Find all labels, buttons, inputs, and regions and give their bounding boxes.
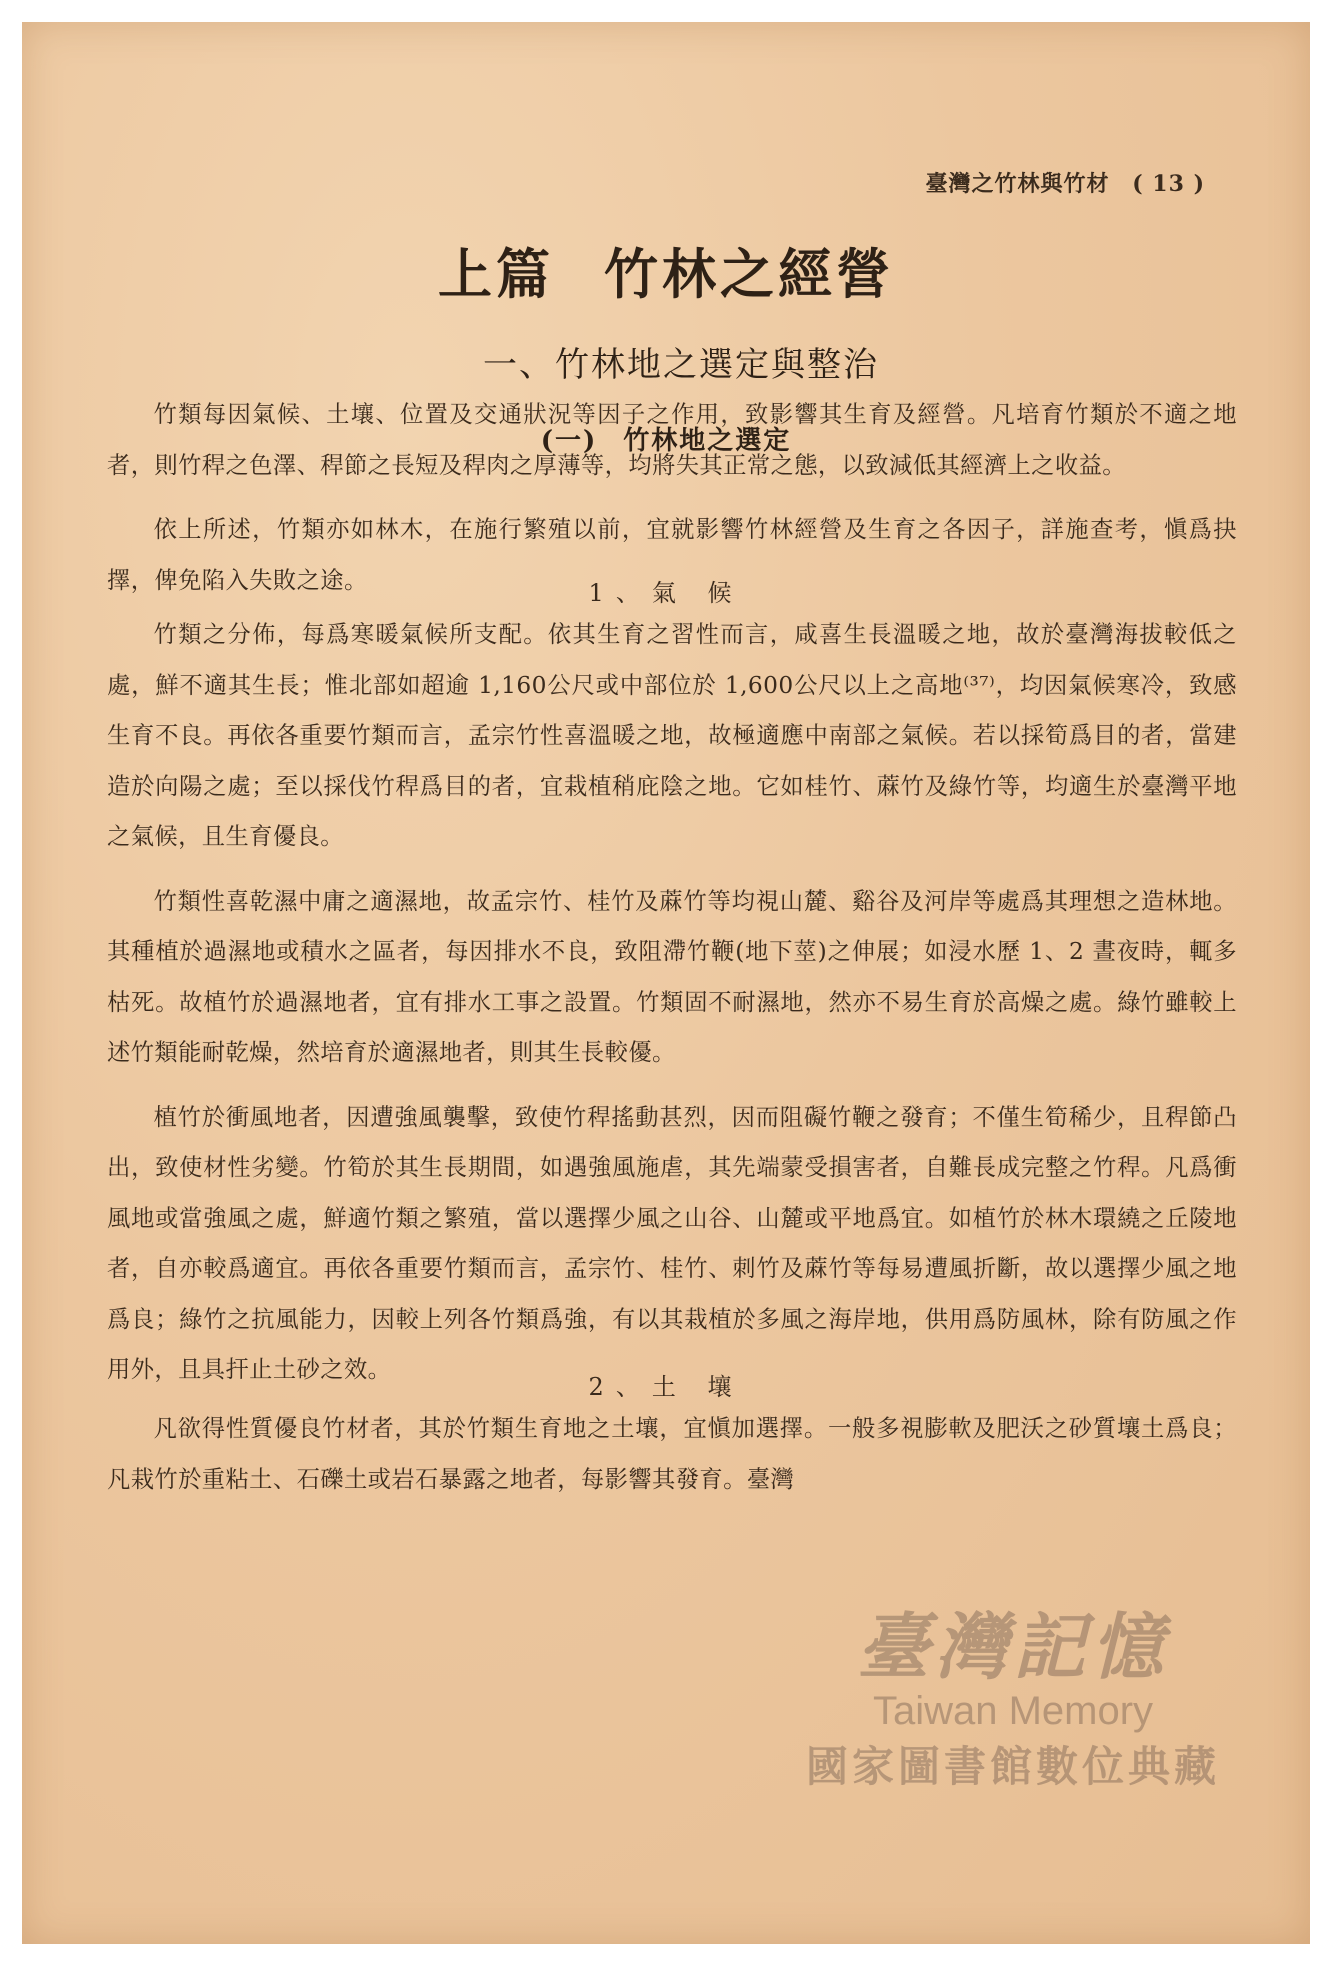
- paragraph: 竹類性喜乾濕中庸之適濕地，故孟宗竹、桂竹及蔴竹等均視山麓、谿谷及河岸等處爲其理想之造林地。其種植於過濕地或積水之區者，每因排水不良，致阻滯竹鞭(地下莖)之伸展；如浸水歷 1、2 晝夜時，輒多枯死。故植竹於過濕地者，宜有排水工事之設置。竹類固不耐濕地，然亦不易生育於高燥之處。綠竹雖較上述竹類能耐乾燥，然培育於適濕地者，則其生長較優。: [107, 887, 1237, 1066]
- paragraph: 依上所述，竹類亦如林木，在施行繁殖以前，宜就影響竹林經營及生育之各因子，詳施查考，愼爲抉擇，俾免陷入失敗之途。: [107, 516, 1237, 594]
- watermark-sub: 國家圖書館數位典藏: [805, 1742, 1220, 1791]
- chapter-heading: 一、竹林地之選定與整治: [483, 345, 879, 385]
- section-title: 竹林地之選定: [623, 426, 792, 456]
- paragraph: 植竹於衝風地者，因遭強風襲擊，致使竹稈搖動甚烈，因而阻礙竹鞭之發育；不僅生筍稀少，且稈節凸出，致使材性劣變。竹筍於其生長期間，如遇強風施虐，其先端蒙受損害者，自難長成完整之竹稈。凡爲衝風地或當強風之處，鮮適竹類之繁殖，當以選擇少風之山谷、山麓或平地爲宜。如植竹於林木環繞之丘陵地者，自亦較爲適宜。再依各重要竹類而言，孟宗竹、桂竹、刺竹及蔴竹等每易遭風折斷，故以選擇少風之地爲良；綠竹之抗風能力，因較上列各竹類爲強，有以其栽植於多風之海岸地，供用爲防風林，除有防風之作用外，且具扞止土砂之效。: [107, 1103, 1237, 1383]
- book-page: [22, 22, 1310, 1944]
- paragraph: 竹類之分佈，每爲寒暖氣候所支配。依其生育之習性而言，咸喜生長溫暖之地，故於臺灣海拔較低之處，鮮不適其生長；惟北部如超逾 1,160公尺或中部位於 1,600公尺以上之高地⁽³⁷⁾，均因氣候寒冷，致感生育不良。再依各重要竹類而言，孟宗竹性喜溫暖之地，故極適應中南部之氣候。若以採筍爲目的者，當建造於向陽之處；至以採伐竹稈爲目的者，宜栽植稍庇陰之地。它如桂竹、蔴竹及綠竹等，均適生於臺灣平地之氣候，且生育優良。: [107, 621, 1237, 850]
- part-title: [22, 232, 1310, 309]
- subheading-soil: 2、土 壤: [588, 1373, 744, 1401]
- subheading-climate: 1、氣 候: [588, 579, 744, 607]
- library-watermark: [806, 1589, 1220, 1794]
- watermark-cn: 臺灣記憶: [856, 1604, 1169, 1689]
- soil-block: [107, 1404, 1237, 1505]
- paragraph: 竹類每因氣候、土壤、位置及交通狀況等因子之作用，致影響其生育及經營。凡培育竹類於不適之地者，則竹稈之色澤、稈節之長短及稈肉之厚薄等，均將失其正常之態，以致減低其經濟上之收益。: [107, 401, 1237, 479]
- running-header: [926, 167, 1205, 198]
- part-label: 上篇: [438, 242, 554, 306]
- climate-block: [107, 610, 1237, 1396]
- part-name: 竹林之經營: [604, 242, 894, 306]
- section-number: (一): [540, 426, 598, 456]
- paragraph: 凡欲得性質優良竹材者，其於竹類生育地之土壤，宜愼加選擇。一般多視膨軟及肥沃之砂質壤土爲良；凡栽竹於重粘土、石礫土或岩石暴露之地者，每影響其發育。臺灣: [107, 1415, 1237, 1493]
- book-title: 臺灣之竹林與竹材: [925, 171, 1110, 197]
- page-number: ( 13 ): [1132, 171, 1205, 197]
- watermark-en: Taiwan Memory: [872, 1689, 1154, 1733]
